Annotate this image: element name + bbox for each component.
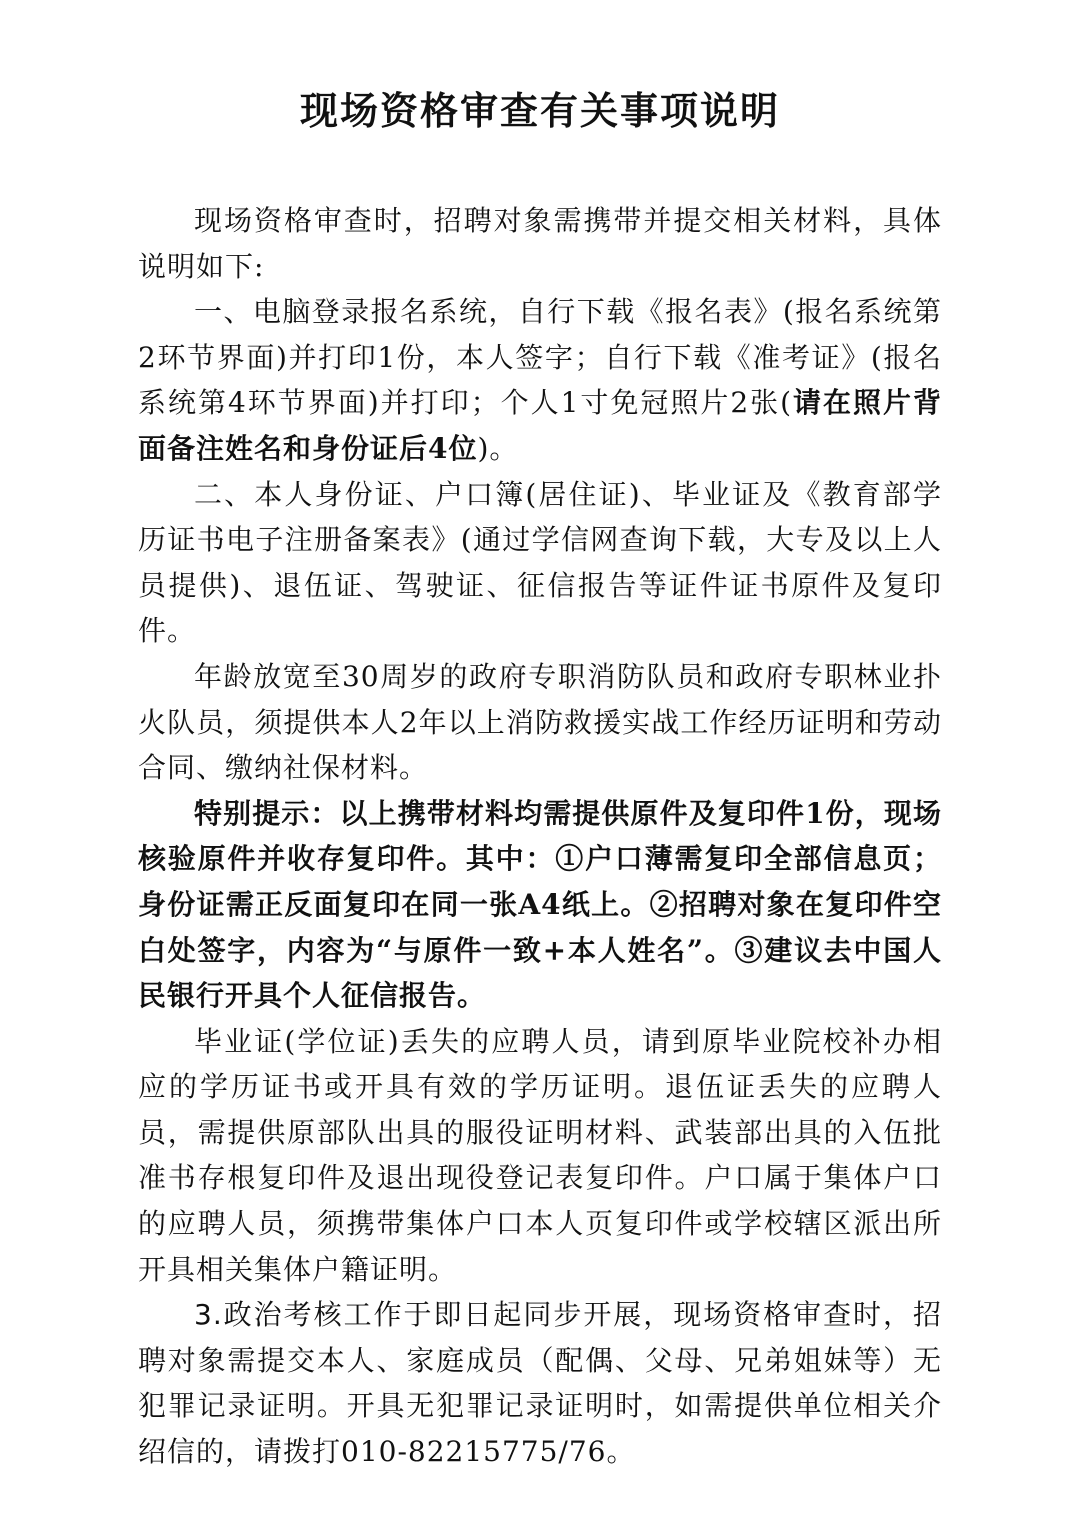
item-two-paragraph: 二、本人身份证、户口簿(居住证)、毕业证及《教育部学历证书电子注册备案表》(通过学信网查询下载，大专及以上人员提供)、退伍证、驾驶证、征信报告等证件证书原件及复印件。 (138, 477, 942, 648)
phone-number: 010-82215775/76。 (341, 1435, 636, 1469)
political-review-paragraph (138, 1292, 942, 1474)
age-note-paragraph: 年龄放宽至30周岁的政府专职消防队员和政府专职林业扑火队员，须提供本人2年以上消防救援实战工作经历证明和劳动合同、缴纳社保材料。 (138, 659, 942, 785)
photo-note-bold: 请在照片背面备注姓名和身份证后4位 (138, 386, 942, 465)
document-title: 现场资格审查有关事项说明 (299, 88, 780, 133)
item-one-paragraph (138, 289, 942, 471)
item-one-text: 一、电脑登录报名系统，自行下载《报名表》(报名系统第2环节界面)并打印1份，本人签字；自行下载《准考证》(报名系统第4环节界面)并打印；个人1寸免冠照片2张( (138, 295, 942, 420)
lost-certificates-paragraph: 毕业证(学位证)丢失的应聘人员，请到原毕业院校补办相应的学历证书或开具有效的学历证明。退伍证丢失的应聘人员，需提供原部队出具的服役证明材料、武装部出具的入伍批准书存根复印件及退出现役登记表复印件。户口属于集体户口的应聘人员，须携带集体户口本人页复印件或学校辖区派出所开具相关集体户籍证明。 (138, 1024, 942, 1286)
political-review-text: 3.政治考核工作于即日起同步开展，现场资格审查时，招聘对象需提交本人、家庭成员（配偶、父母、兄弟姐妹等）无犯罪记录证明。开具无犯罪记录证明时，如需提供单位相关介绍信的，请拨打 (138, 1298, 942, 1469)
document-page (138, 80, 942, 1475)
item-one-end: )。 (477, 431, 519, 465)
intro-paragraph: 现场资格审查时，招聘对象需携带并提交相关材料，具体说明如下: (138, 204, 942, 283)
special-notice-paragraph: 特别提示：以上携带材料均需提供原件及复印件1份，现场核验原件并收存复印件。其中：①户口薄需复印全部信息页；身份证需正反面复印在同一张A4纸上。②招聘对象在复印件空白处签字，内容为“与原件一致+本人姓名”。③建议去中国人民银行开具个人征信报告。 (138, 796, 942, 1013)
